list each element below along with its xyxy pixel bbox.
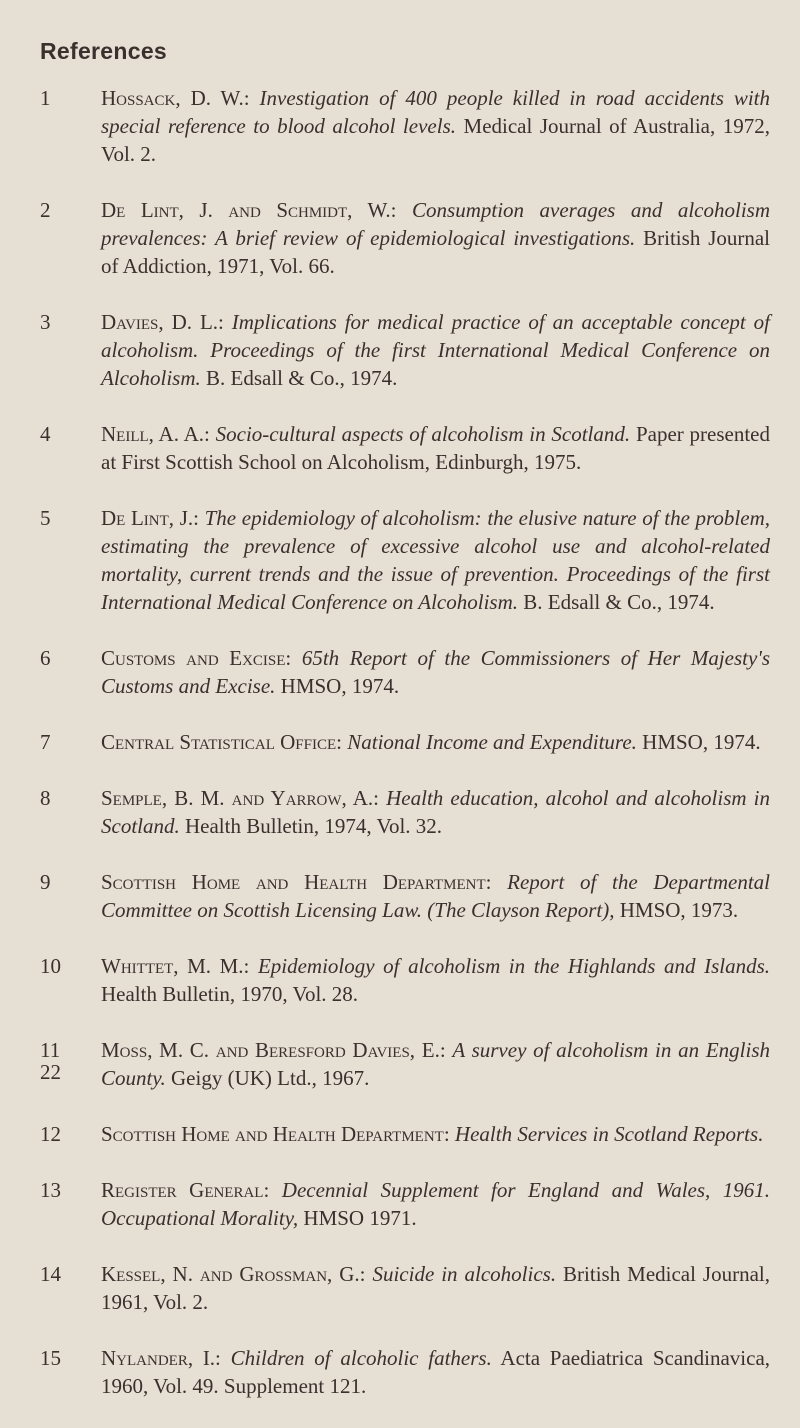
reference-text (101, 84, 770, 168)
reference-number: 2 (40, 198, 51, 222)
reference-text (101, 644, 770, 700)
reference-source: Geigy (UK) Ltd., 1967. (171, 1066, 370, 1090)
reference-author: Register General: (101, 1178, 270, 1202)
reference-source: British Medical Journal, 1961, Vol. 2. (101, 1262, 770, 1314)
reference-author: Scottish Home and Health Department: (101, 870, 492, 894)
reference-item (40, 196, 770, 280)
reference-source: HMSO, 1974. (280, 674, 400, 698)
reference-number: 7 (40, 730, 51, 754)
page-title: References (40, 38, 168, 64)
reference-text (101, 1344, 770, 1400)
reference-source: Health Bulletin, 1974, Vol. 32. (185, 814, 443, 838)
reference-item (40, 1260, 770, 1316)
reference-text (101, 1036, 770, 1092)
reference-text (101, 308, 770, 392)
reference-title: Health education, alcohol and alcoholism in Scotland. (101, 786, 771, 838)
reference-author: Customs and Excise: (101, 646, 292, 670)
reference-item (40, 84, 770, 168)
reference-number: 13 (40, 1178, 61, 1202)
reference-title: Children of alcoholic fathers. (230, 1346, 492, 1370)
reference-title: National Income and Expenditure. (347, 730, 637, 754)
reference-number: 5 (40, 506, 51, 530)
reference-text (101, 784, 770, 840)
reference-number: 12 (40, 1122, 61, 1146)
reference-text (101, 1176, 770, 1232)
reference-author: Whittet, M. M.: (101, 954, 250, 978)
reference-author: Semple, B. M. and Yarrow, A.: (101, 786, 379, 810)
reference-number: 10 (40, 954, 61, 978)
reference-title: A survey of alcoholism in an English County. (101, 1038, 770, 1090)
reference-item (40, 1036, 770, 1092)
reference-title: Decennial Supplement for England and Wales, 1961. Occupational Morality, (101, 1178, 771, 1230)
reference-text (101, 1120, 770, 1148)
reference-item (40, 1344, 770, 1400)
reference-item (40, 504, 770, 616)
reference-item (40, 868, 770, 924)
reference-author: Hossack, D. W.: (101, 86, 250, 110)
reference-source: Medical Journal of Australia, 1972, Vol. 2. (101, 114, 771, 166)
reference-source: British Journal of Addiction, 1971, Vol. 66. (101, 226, 771, 278)
reference-source: Acta Paediatrica Scandinavica, 1960, Vol. 49. Supplement 121. (101, 1346, 771, 1398)
reference-item (40, 644, 770, 700)
reference-number: 6 (40, 646, 51, 670)
reference-number: 8 (40, 786, 51, 810)
reference-number: 1 (40, 86, 51, 110)
reference-item (40, 420, 770, 476)
reference-text (101, 952, 770, 1008)
reference-title: Report of the Departmental Committee on Scottish Licensing Law. (The Clayson Report), (101, 870, 771, 922)
reference-source: B. Edsall & Co., 1974. (523, 590, 715, 614)
reference-source: Health Bulletin, 1970, Vol. 28. (101, 982, 359, 1006)
reference-title: Consumption averages and alcoholism prevalences: A brief review of epidemiological investigations. (101, 198, 770, 250)
reference-source: HMSO, 1974. (642, 730, 761, 754)
reference-number: 3 (40, 310, 51, 334)
reference-item (40, 952, 770, 1008)
reference-author: De Lint, J.: (101, 506, 199, 530)
reference-source: HMSO, 1973. (619, 898, 739, 922)
reference-author: De Lint, J. and Schmidt, W.: (101, 198, 397, 222)
reference-item (40, 308, 770, 392)
reference-item (40, 784, 770, 840)
reference-source: Paper presented at First Scottish School on Alcoholism, Edinburgh, 1975. (101, 422, 771, 474)
reference-author: Davies, D. L.: (101, 310, 224, 334)
reference-title: Epidemiology of alcoholism in the Highlands and Islands. (257, 954, 770, 978)
reference-source: B. Edsall & Co., 1974. (206, 366, 398, 390)
reference-item (40, 1120, 770, 1148)
reference-title: 65th Report of the Commissioners of Her Majesty's Customs and Excise. (101, 646, 770, 698)
reference-title: Investigation of 400 people killed in road accidents with special reference to blood alcohol levels. (101, 86, 771, 138)
reference-item (40, 1176, 770, 1232)
reference-number: 15 (40, 1346, 61, 1370)
reference-item (40, 728, 770, 756)
reference-list (40, 84, 770, 1428)
reference-number: 9 (40, 870, 51, 894)
reference-author: Central Statistical Office: (101, 730, 342, 754)
reference-title: Socio-cultural aspects of alcoholism in Scotland. (215, 422, 631, 446)
reference-title: Suicide in alcoholics. (372, 1262, 557, 1286)
page-number: 22 (40, 1060, 61, 1084)
reference-number: 4 (40, 422, 51, 446)
reference-text (101, 728, 770, 756)
reference-text (101, 196, 770, 280)
reference-author: Kessel, N. and Grossman, G.: (101, 1262, 366, 1286)
reference-text (101, 1260, 770, 1316)
reference-title: The epidemiology of alcoholism: the elusive nature of the problem, estimating the prevalence of excessive alcohol use and alcohol-related mortality, current trends and the issue of prevention. Proceedings of the first International Medical Conference on Alcoholism. (101, 506, 771, 614)
reference-author: Moss, M. C. and Beresford Davies, E.: (101, 1038, 446, 1062)
reference-text (101, 420, 770, 476)
reference-title: Implications for medical practice of an acceptable concept of alcoholism. Proceedings of the first International Medical Conference on Alcoholism. (101, 310, 770, 390)
reference-title: Health Services in Scotland Reports. (454, 1122, 764, 1146)
reference-text (101, 504, 770, 616)
reference-source: HMSO 1971. (303, 1206, 417, 1230)
reference-author: Neill, A. A.: (101, 422, 210, 446)
reference-author: Nylander, I.: (101, 1346, 221, 1370)
reference-number: 11 (40, 1038, 61, 1062)
reference-text (101, 868, 770, 924)
reference-author: Scottish Home and Health Department: (101, 1122, 450, 1146)
reference-number: 14 (40, 1262, 61, 1286)
